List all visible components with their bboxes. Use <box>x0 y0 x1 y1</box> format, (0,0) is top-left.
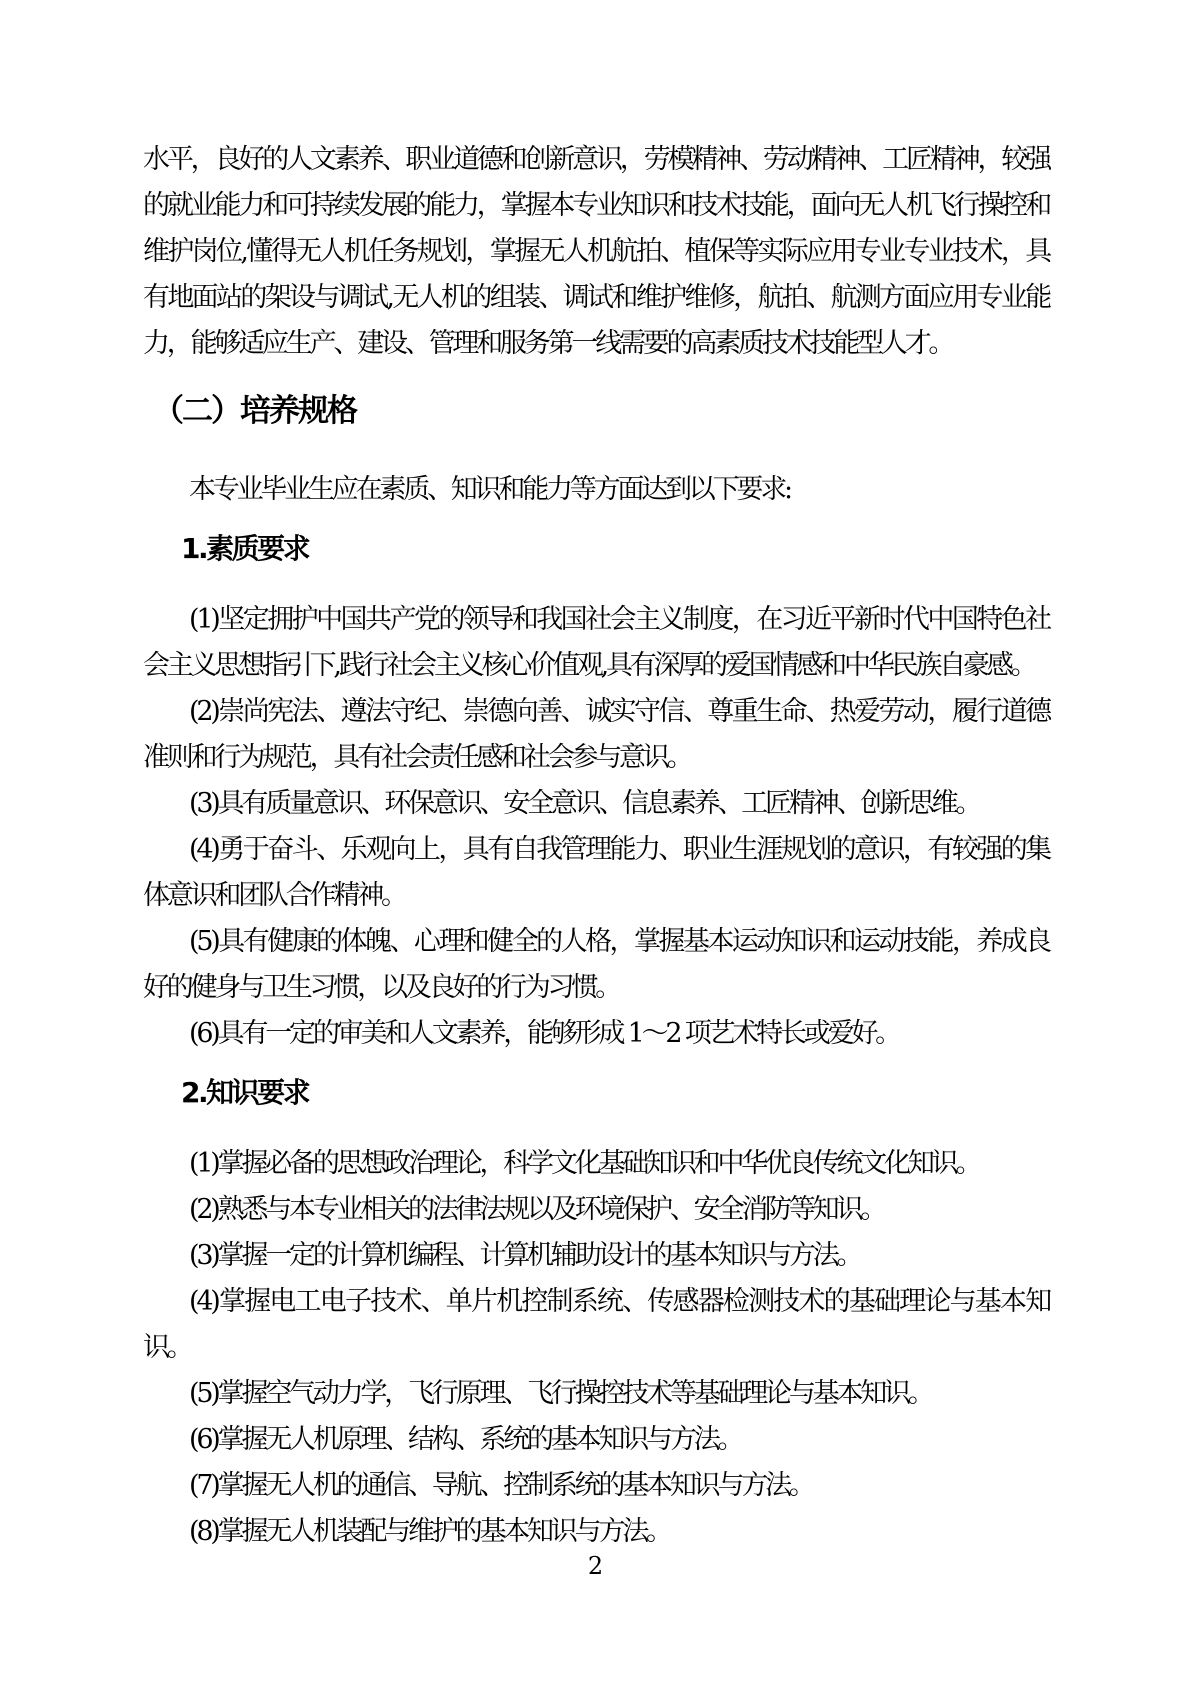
knowledge-item-7: (7)掌握无人机的通信、导航、控制系统的基本知识与方法。 <box>189 1470 813 1501</box>
quality-item-5: (5)具有健康的体魄、心理和健全的人格，掌握基本运动知识和运动技能，养成良好的健身与卫生习惯，以及良好的行为习惯。 <box>143 926 1049 1003</box>
knowledge-item-8: (8)掌握无人机装配与维护的基本知识与方法。 <box>189 1516 670 1547</box>
knowledge-item-4: (4)掌握电工电子技术、单片机控制系统、传感器检测技术的基础理论与基本知识。 <box>143 1286 1049 1363</box>
knowledge-item-6: (6)掌握无人机原理、结构、系统的基本知识与方法。 <box>189 1424 742 1455</box>
section-intro: 本专业毕业生应在素质、知识和能力等方面达到以下要求: <box>189 474 790 505</box>
quality-item-4: (4)勇于奋斗、乐观向上，具有自我管理能力、职业生涯规划的意识，有较强的集体意识和团队合作精神。 <box>143 834 1049 911</box>
quality-item-3: (3)具有质量意识、环保意识、安全意识、信息素养、工匠精神、创新思维。 <box>189 788 980 819</box>
quality-item-6: (6)具有一定的审美和人文素养，能够形成 1～2 项艺术特长或爱好。 <box>189 1018 899 1049</box>
section-heading: （二）培养规格 <box>153 393 356 429</box>
knowledge-item-3: (3)掌握一定的计算机编程、计算机辅助设计的基本知识与方法。 <box>189 1240 861 1271</box>
knowledge-item-1: (1)掌握必备的思想政治理论，科学文化基础知识和中华优良传统文化知识。 <box>189 1148 980 1179</box>
intro-paragraph: 水平，良好的人文素养、职业道德和创新意识，劳模精神、劳动精神、工匠精神，较强的就业能力和可持续发展的能力，掌握本专业知识和技术技能，面向无人机飞行操控和维护岗位,懂得无人机任务规划，掌握无人机航拍、植保等实际应用专业专业技术，具有地面站的架设与调试,无人机的组装、调试和维护维修，航拍、航测方面应用专业能力，能够适应生产、建设、管理和服务第一线需要的高素质技术技能型人才。 <box>143 144 1049 359</box>
knowledge-item-5: (5)掌握空气动力学，飞行原理、飞行操控技术等基础理论与基本知识。 <box>189 1378 932 1409</box>
subsection-heading-knowledge: 2.知识要求 <box>181 1076 309 1109</box>
quality-item-1: (1)坚定拥护中国共产党的领导和我国社会主义制度，在习近平新时代中国特色社会主义思想指引下,践行社会主义核心价值观,具有深厚的爱国情感和中华民族自豪感。 <box>143 604 1049 681</box>
quality-item-2: (2)崇尚宪法、遵法守纪、崇德向善、诚实守信、尊重生命、热爱劳动，履行道德准则和行为规范，具有社会责任感和社会参与意识。 <box>143 696 1049 773</box>
subsection-heading-quality: 1.素质要求 <box>181 532 309 565</box>
knowledge-item-2: (2)熟悉与本专业相关的法律法规以及环境保护、安全消防等知识。 <box>189 1194 885 1225</box>
page-number: 2 <box>587 1552 604 1580</box>
